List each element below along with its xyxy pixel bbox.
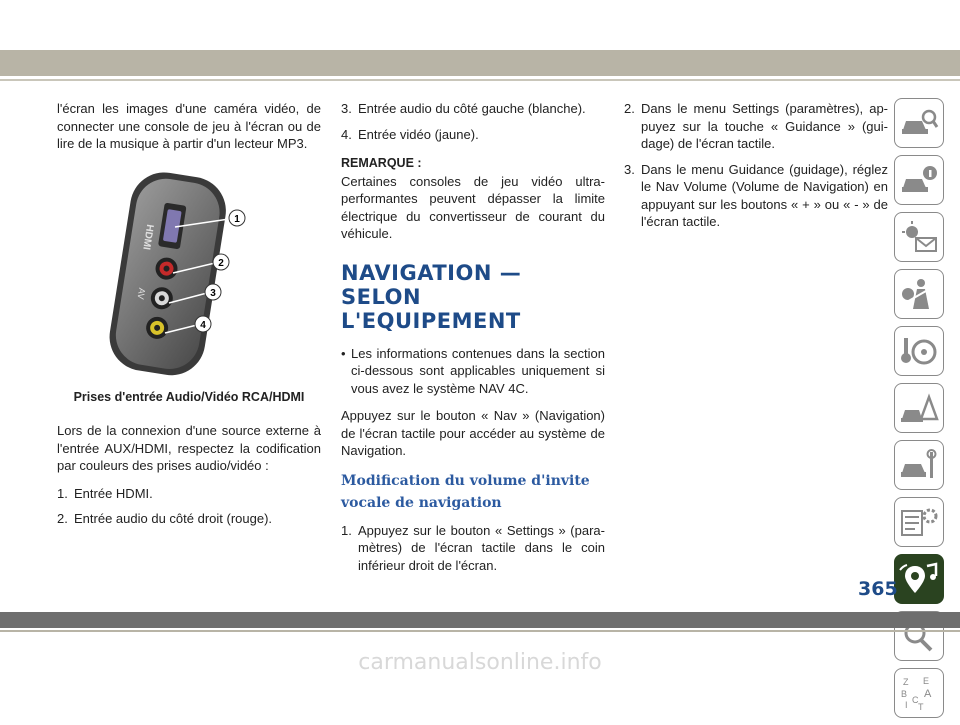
bullet-item: [341, 345, 605, 398]
car-search-icon: [899, 106, 939, 140]
nav-paragraph: Appuyez sur le bouton « Nav » (Navigation) de l'écran tactile pour accéder au système de Navigation.: [341, 408, 605, 458]
column-middle: [341, 100, 605, 582]
column-right: [624, 100, 888, 239]
figure-caption: Prises d'entrée Audio/Vidéo RCA/HDMI: [73, 389, 305, 404]
sub-heading: Modification du volume d'invite vocale de navigation: [341, 472, 590, 511]
bullet-dot: •: [341, 345, 346, 361]
footer-rule: [0, 630, 960, 632]
list-text: Entrée audio du côté gauche (blanche).: [358, 101, 586, 116]
watermark: carmanualsonline.info: [358, 650, 602, 675]
remark-heading: REMARQUE :: [341, 156, 422, 170]
list-text: Dans le menu Guidance (guidage), réglez le Nav Volume (Volume de Navigation) en appuyant sur les boutons « + » ou « - » de l'écran tactile.: [641, 161, 888, 229]
av-hdmi-jack-illustration: [57, 163, 321, 383]
index-letter-t: T: [918, 702, 924, 712]
list-number: 1.: [57, 485, 68, 501]
car-info-icon: [899, 163, 939, 197]
list-item: [57, 485, 321, 503]
list-number: 2.: [57, 511, 68, 526]
list-text: Appuyez sur le bouton « Settings » (para-mètres) de l'écran tactile dans le coin inférieur droit de l'écran.: [358, 522, 605, 573]
list-item: [57, 510, 321, 528]
tab-index[interactable]: [894, 668, 944, 718]
intro-paragraph: l'écran les images d'une caméra vidéo, de connecter une console de jeu à l'écran ou de lire de la musique à partir d'un lecteur MP3.: [57, 101, 321, 151]
section-heading-line1: NAVIGATION —: [341, 260, 522, 285]
list-item: [341, 522, 605, 575]
index-letter-i: I: [905, 700, 908, 710]
tab-car-info[interactable]: [894, 155, 944, 205]
tab-multimedia[interactable]: [894, 554, 944, 604]
hdmi-label: HDMI: [140, 223, 156, 251]
av-hdmi-jack-figure: [57, 163, 321, 383]
steering-key-icon: [899, 334, 939, 368]
list-text: Entrée audio du côté droit (rouge).: [74, 511, 273, 526]
list-text: Entrée HDMI.: [74, 485, 153, 501]
index-letter-z: Z: [903, 677, 909, 687]
tab-warning-messages[interactable]: [894, 212, 944, 262]
list-text: Entrée vidéo (jaune).: [358, 126, 479, 142]
footer-band: [0, 612, 960, 628]
section-heading: [341, 261, 605, 333]
column-left: [57, 100, 321, 536]
index-letter-b: B: [901, 689, 908, 699]
tab-safety[interactable]: [894, 269, 944, 319]
specifications-gear-icon: [899, 505, 939, 539]
list-text: Dans le menu Settings (paramètres), ap-puyez sur la touche « Guidance » (gui-dage) de l'écran tactile.: [641, 101, 888, 151]
index-letter-a: A: [924, 688, 932, 700]
index-letter-e: E: [923, 676, 930, 686]
alphabet-index-icon: [899, 673, 939, 713]
callout-1: 1: [234, 213, 240, 225]
tab-starting-operating[interactable]: [894, 326, 944, 376]
list-item: [624, 161, 888, 231]
car-service-icon: [899, 448, 939, 482]
header-rule: [0, 79, 960, 81]
callout-3: 3: [210, 287, 216, 299]
tab-servicing[interactable]: [894, 440, 944, 490]
connection-paragraph: Lors de la connexion d'une source externe à l'entrée AUX/HDMI, respectez la codification par couleurs des prises audio/vidéo :: [57, 423, 321, 473]
multimedia-navigation-icon: [899, 562, 939, 596]
av-label: AV: [135, 286, 148, 300]
list-number: 3.: [341, 101, 352, 116]
list-number: 2.: [624, 101, 635, 116]
callout-4: 4: [200, 319, 206, 331]
header-band: [0, 50, 960, 76]
list-item: [624, 100, 888, 153]
airbag-safety-icon: [899, 277, 939, 311]
list-number: 3.: [624, 161, 635, 177]
warning-light-message-icon: [899, 220, 939, 254]
list-item: [341, 100, 605, 118]
bullet-text: Les informations contenues dans la section ci-dessous sont applicables uniquement si vous avez le système NAV 4C.: [351, 345, 605, 396]
section-heading-line2: SELON L'EQUIPEMENT: [341, 284, 521, 333]
list-number: 4.: [341, 126, 352, 142]
list-item: [341, 126, 605, 144]
tab-specifications[interactable]: [894, 497, 944, 547]
page-number: 365: [858, 578, 898, 600]
index-letter-c: C: [912, 695, 919, 705]
roadside-warning-icon: [899, 391, 939, 425]
list-number: 1.: [341, 522, 352, 538]
tab-emergency[interactable]: [894, 383, 944, 433]
remark-text: Certaines consoles de jeu vidéo ultra-performantes peuvent dépasser la limite électrique du convertisseur de courant du véhicule.: [341, 173, 605, 241]
tab-car-search[interactable]: [894, 98, 944, 148]
callout-2: 2: [218, 257, 224, 269]
